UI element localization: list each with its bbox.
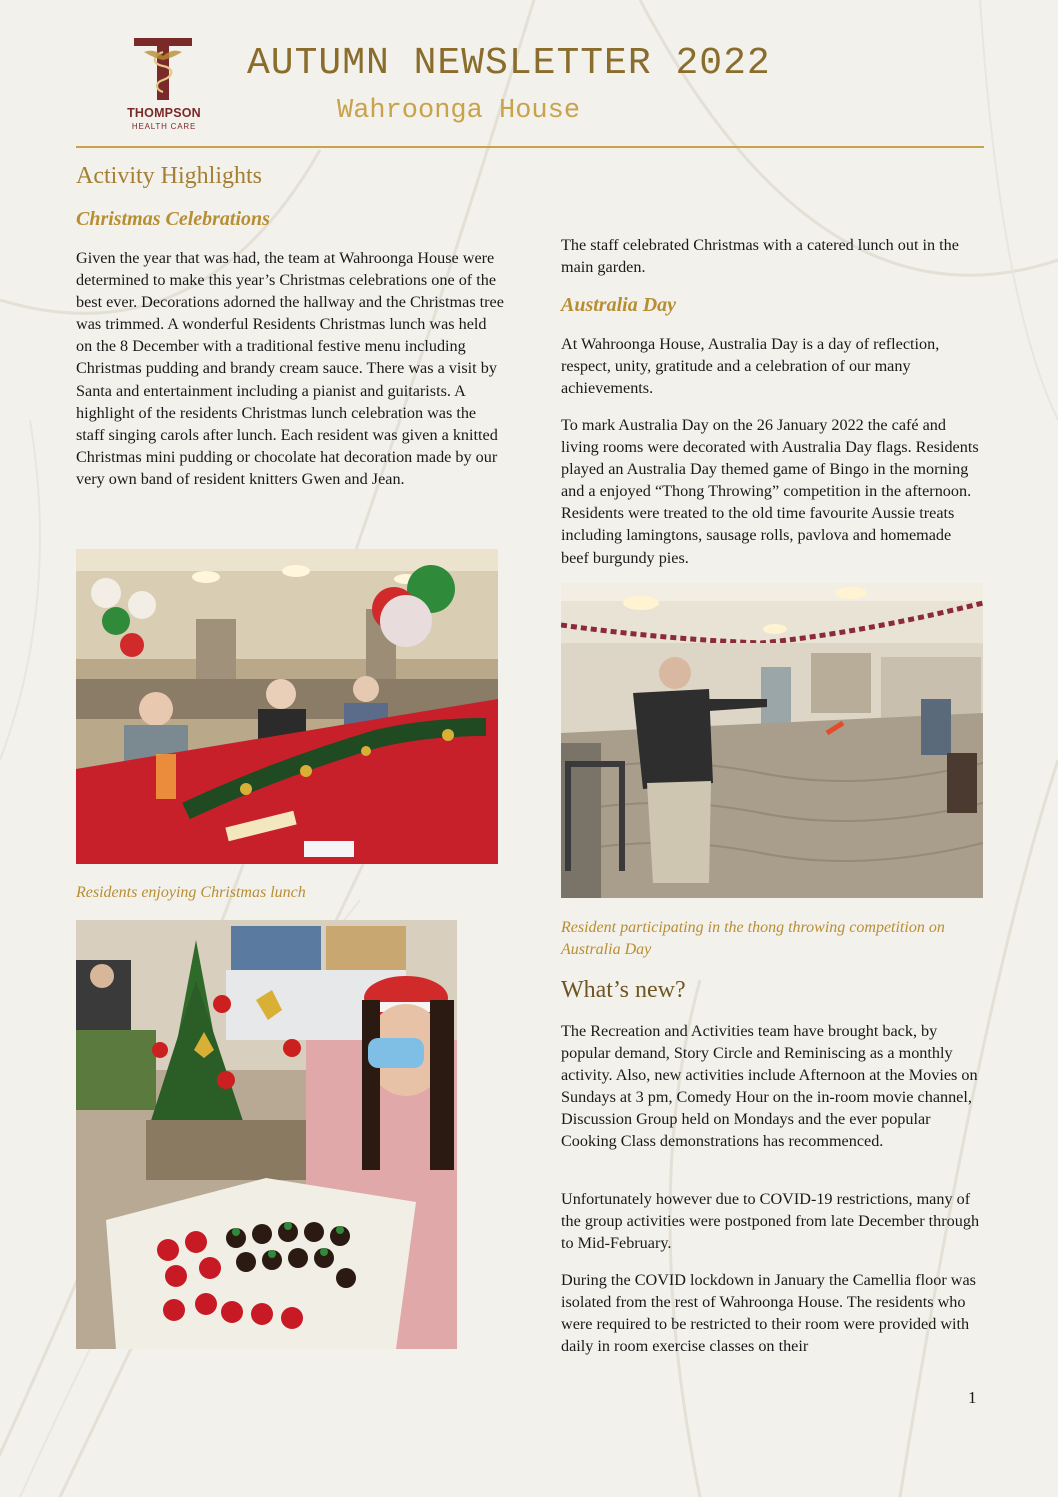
section-title-whats-new: What’s new? [561, 977, 686, 1003]
header-divider [76, 146, 984, 148]
logo-brand-subtitle: HEALTH CARE [131, 122, 197, 131]
australia-paragraph-2: To mark Australia Day on the 26 January 2022 the café and living rooms were decorated with Australia Day flags. Residents played an Australia Day themed game of Bingo in the morning and a enjoyed “Thong Throwing” competition in the afternoon. Residents were treated to the old time favourite Aussie treats including lamingtons, sausage rolls, pavlova and homemade beef burgundy pies. [561, 416, 979, 567]
whats-new-paragraph-3: During the COVID lockdown in January the Camellia floor was isolated from the rest of Wahroonga House. The residents who were required to be restricted to their room were provided with daily in room exercise classes on their [561, 1271, 976, 1356]
photo-thong-throwing [561, 583, 983, 898]
caption-thong-throwing: Resident participating in the thong throwing competition on Australia Day [561, 919, 945, 958]
newsletter-subtitle: Wahroonga House [337, 96, 581, 126]
christmas-continued-paragraph: The staff celebrated Christmas with a catered lunch out in the main garden. [561, 236, 959, 277]
australia-paragraph-1: At Wahroonga House, Australia Day is a day of reflection, respect, unity, gratitude and a celebration of our many achievements. [561, 335, 940, 398]
whats-new-paragraph-2: Unfortunately however due to COVID-19 restrictions, many of the group activities were postponed from late December through to Mid-February. [561, 1190, 980, 1253]
page-number: 1 [968, 1388, 977, 1407]
logo-brand-name: THOMPSON [127, 106, 201, 120]
subsection-title-christmas: Christmas Celebrations [76, 208, 270, 230]
newsletter-title: AUTUMN NEWSLETTER 2022 [247, 42, 771, 85]
company-logo [112, 38, 216, 134]
photo-christmas-lunch [76, 549, 498, 864]
christmas-paragraph: Given the year that was had, the team at Wahroonga House were determined to make this year’s Christmas celebrations one of the best ever. Decorations adorned the hallway and the Christmas tree was trimmed. A wonderful Residents Christmas lunch was held on the 8 December with a traditional festive menu including Christmas pudding and brandy cream sauce. There was a visit by Santa and entertainment including a pianist and guitarists. A highlight of the residents Christmas lunch celebration was the staff singing carols after lunch. Each resident was given a knitted Christmas mini pudding or chocolate hat decoration made by our very own band of resident knitters Gwen and Jean. [76, 249, 504, 488]
whats-new-paragraph-1: The Recreation and Activities team have brought back, by popular demand, Story Circle and Reminiscing as a monthly activity. Also, new activities include Afternoon at the Movies on Sundays at 3 pm, Comedy Hour on the in-room movie channel, Discussion Group held on Mondays and the ever popular Cooking Class demonstrations has recommenced. [561, 1022, 978, 1151]
thompson-t-logo-icon [134, 38, 192, 100]
caption-christmas-lunch: Residents enjoying Christmas lunch [76, 884, 306, 901]
section-title-activity-highlights: Activity Highlights [76, 163, 262, 189]
subsection-title-australia-day: Australia Day [561, 294, 677, 316]
photo-christmas-treats [76, 920, 457, 1349]
